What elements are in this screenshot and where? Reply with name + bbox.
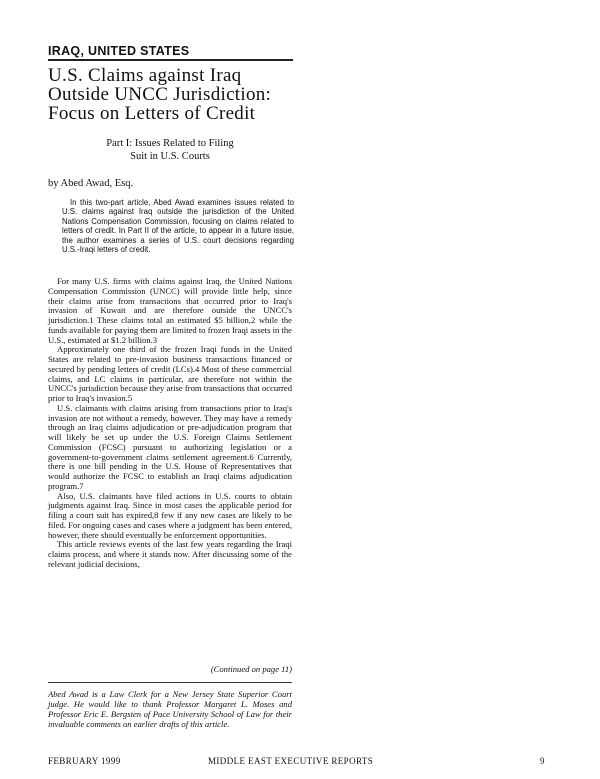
body-paragraph: Approximately one third of the frozen Iraqi funds in the United States are related to pre-invasion business transactions financed or secured by pending letters of credit (LCs).4 Most of these commercial claims, and LC claims in particular, are therefore not within the UNCC's jurisdiction because they arise from transactions that occurred prior to Iraq's invasion.5 xyxy=(48,344,293,403)
body-paragraph: This article reviews events of the last few years regarding the Iraqi claims process, and where it stands now. After discussing some of the relevant judicial decisions, xyxy=(48,539,292,569)
page-number: 9 xyxy=(540,756,545,766)
article-body xyxy=(48,277,292,570)
footnote-rule xyxy=(48,682,292,683)
subtitle-line: Part I: Issues Related to Filing xyxy=(106,138,234,149)
section-label: IRAQ, UNITED STATES xyxy=(48,44,190,58)
article-title xyxy=(48,66,298,123)
body-paragraph: U.S. claimants with claims arising from transactions prior to Iraq's invasion are not without a remedy, however. They may have a remedy through an Iraq claims adjudication or pre-adjudication program that will likely be set up under the U.S. Foreign Claims Settlement Commission (FCSC) pursuant to authorizing legislation or a government-to-government claims settlement agreement.6 Currently, there is one bill pending in the U.S. House of Representatives that would authorize the FCSC to establish an Iraqi claims adjudication program.7 xyxy=(48,402,292,491)
subtitle-line: Suit in U.S. Courts xyxy=(130,151,210,162)
footer-date: FEBRUARY 1999 xyxy=(48,756,121,766)
body-paragraph: Also, U.S. claimants have filed actions in U.S. courts to obtain judgments against Iraq. Since in most cases the applicable period for filing a court suit has expired,8 few if any new cases are likely to be filed. For ongoing cases and cases where a judgment has been entered, however, there should eventually be enforcement opportunities. xyxy=(48,490,292,540)
body-paragraph: For many U.S. firms with claims against Iraq, the United Nations Compensation Commission (UNCC) will provide little help, since their claims arise from transactions that occurred prior to Iraq's invasion of Kuwait and are therefore outside the UNCC's jurisdiction.1 These claims total an estimated $5 billion,2 while the funds available for paying them are limited to frozen Iraqi assets in the U.S., estimated at $1.2 billion.3 xyxy=(48,276,292,345)
title-line: Focus on Letters of Credit xyxy=(48,103,256,124)
footer-publication: MIDDLE EAST EXECUTIVE REPORTS xyxy=(208,756,374,766)
continued-note: (Continued on page 11) xyxy=(210,664,292,674)
article-subtitle xyxy=(60,137,280,163)
header-rule xyxy=(48,59,293,61)
author-note: Abed Awad is a Law Clerk for a New Jersey State Superior Court judge. He would like to thank Professor Margaret L. Moses and Professor Eric E. Bergsten of Pace University School of Law for their invaluable comments on earlier drafts of this article. xyxy=(48,689,292,729)
byline: by Abed Awad, Esq. xyxy=(48,178,134,189)
title-line: U.S. Claims against Iraq xyxy=(48,65,242,86)
article-abstract: In this two-part article, Abed Awad examines issues related to U.S. claims against Iraq outside the jurisdiction of the United Nations Compensation Commission, focusing on claims related to letters of credit. In Part II of the article, to appear in a future issue, the author examines a series of U.S. court decisions regarding U.S.-Iraqi letters of credit. xyxy=(62,198,294,255)
title-line: Outside UNCC Jurisdiction: xyxy=(48,84,272,105)
